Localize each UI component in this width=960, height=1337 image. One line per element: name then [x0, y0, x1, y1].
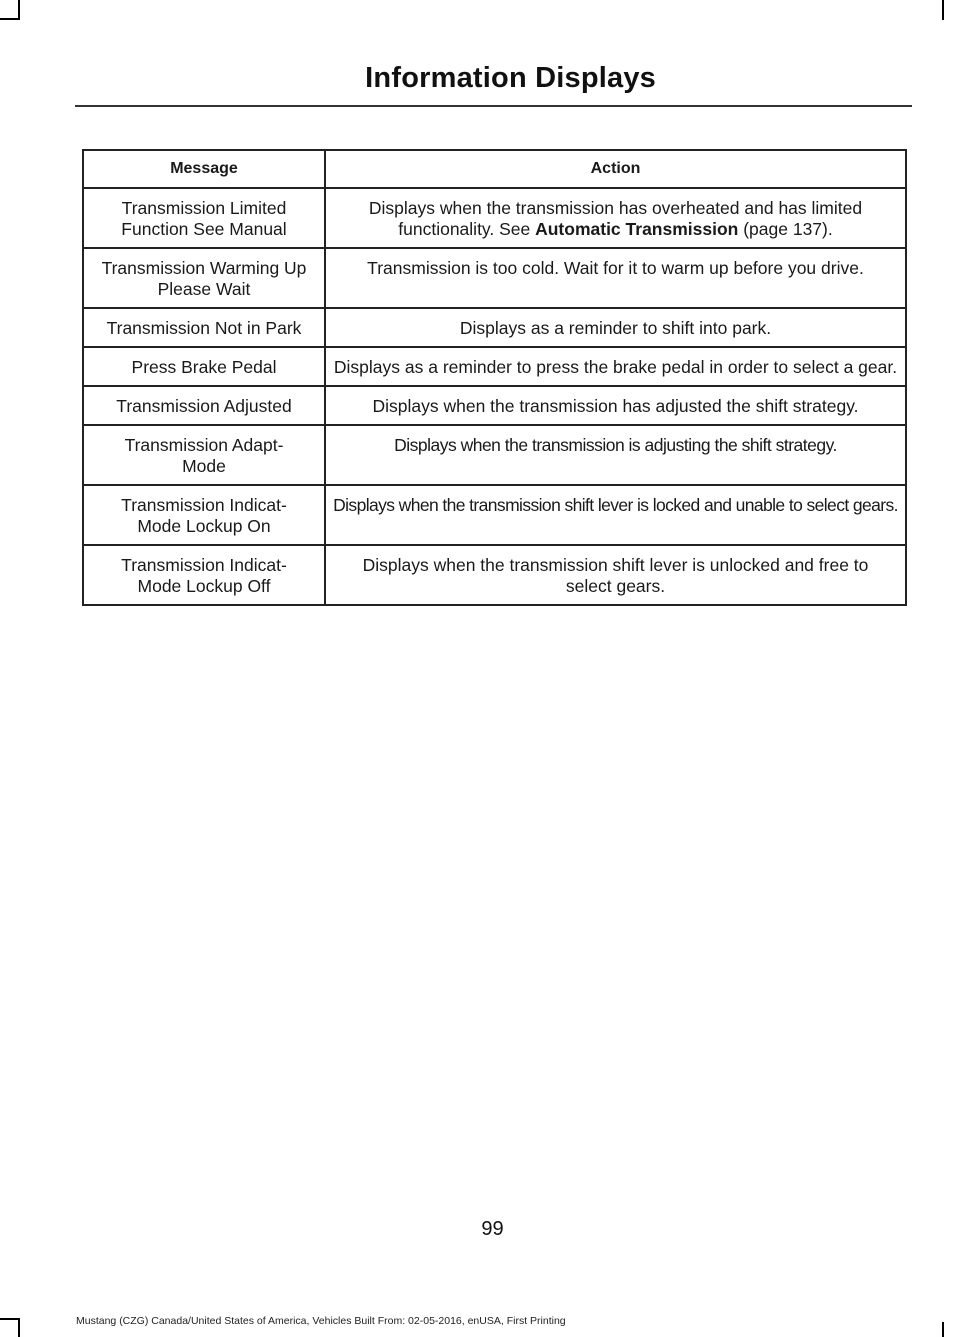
- message-cell: Transmission Indicat-Mode Lockup Off: [83, 545, 325, 605]
- action-cell: Displays as a reminder to press the brake pedal in order to select a gear.: [325, 347, 906, 386]
- print-footer: Mustang (CZG) Canada/United States of America, Vehicles Built From: 02-05-2016, enUSA, First Printing: [76, 1315, 566, 1327]
- action-cell: Displays when the transmission is adjusting the shift strategy.: [325, 425, 906, 485]
- header-divider: [75, 105, 912, 107]
- crop-mark-top-left-v: [18, 0, 20, 20]
- column-header-message: Message: [83, 150, 325, 188]
- page-number: 99: [481, 1218, 504, 1240]
- table-header-row: [83, 150, 906, 188]
- action-cell: Displays when the transmission has adjusted the shift strategy.: [325, 386, 906, 425]
- crop-mark-bottom-left-v: [18, 1318, 20, 1337]
- messages-table: [82, 149, 907, 606]
- message-cell: Transmission Warming Up Please Wait: [83, 248, 325, 308]
- crop-mark-bottom-right: [942, 1322, 944, 1337]
- column-header-action: Action: [325, 150, 906, 188]
- action-page-reference: (page 137).: [738, 219, 833, 239]
- table-row: [83, 425, 906, 485]
- message-cell: Press Brake Pedal: [83, 347, 325, 386]
- crop-mark-bottom-left: [0, 1318, 18, 1320]
- message-cell: Transmission Limited Function See Manual: [83, 188, 325, 248]
- table-row: [83, 386, 906, 425]
- action-cell: [325, 188, 906, 248]
- message-cell: Transmission Not in Park: [83, 308, 325, 347]
- table-row: [83, 308, 906, 347]
- action-text: Displays when the transmission has overheated and has limited functionality. See: [368, 198, 863, 239]
- action-cell: Transmission is too cold. Wait for it to warm up before you drive.: [325, 248, 906, 308]
- action-cell: Displays when the transmission shift lever is locked and unable to select gears.: [325, 485, 906, 545]
- table-row: [83, 347, 906, 386]
- table-row: [83, 188, 906, 248]
- table-row: [83, 545, 906, 605]
- table-row: [83, 248, 906, 308]
- table-row: [83, 485, 906, 545]
- message-cell: Transmission Indicat-Mode Lockup On: [83, 485, 325, 545]
- page-title: Information Displays: [365, 62, 656, 94]
- action-cell: Displays when the transmission shift lever is unlocked and free to select gears.: [325, 545, 906, 605]
- action-cell: Displays as a reminder to shift into park.: [325, 308, 906, 347]
- message-cell: Transmission Adjusted: [83, 386, 325, 425]
- message-cell: Transmission Adapt-Mode: [83, 425, 325, 485]
- crop-mark-top-right: [942, 0, 944, 20]
- cross-reference-link[interactable]: Automatic Transmission: [535, 219, 739, 239]
- crop-mark-top-left: [0, 18, 18, 20]
